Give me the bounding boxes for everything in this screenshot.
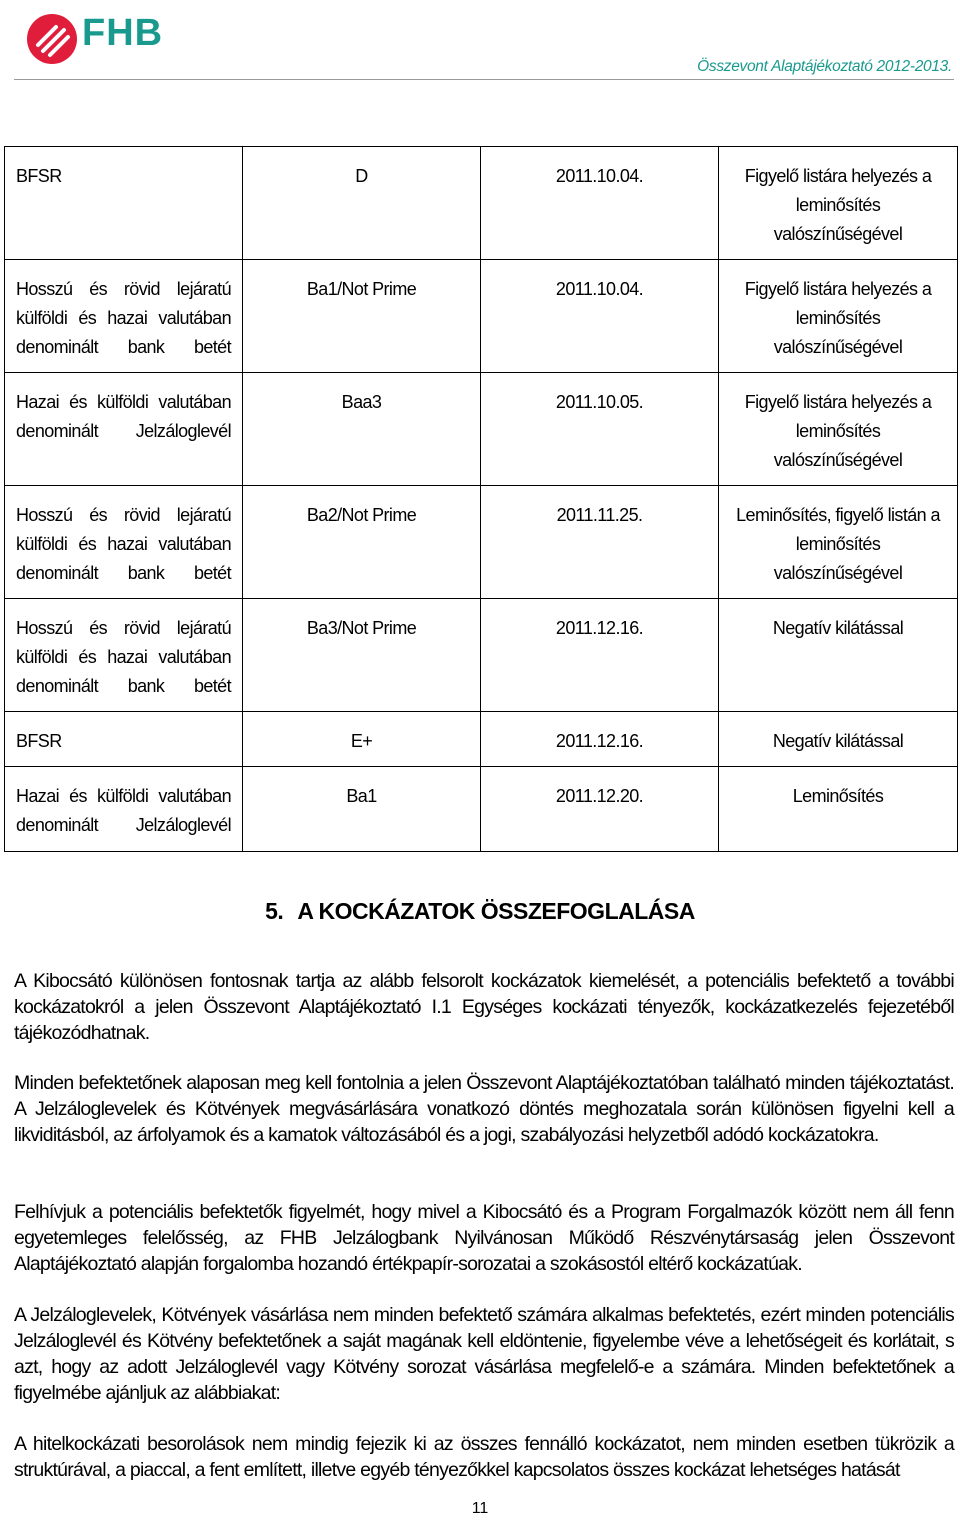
instrument-cell: Hosszú és rövid lejáratú külföldi és hazai valutában denominált bank betét: [5, 486, 243, 599]
date-cell: 2011.10.04.: [481, 147, 719, 260]
page-number: 11: [471, 1500, 489, 1517]
table-row: [5, 147, 958, 260]
date-cell: 2011.12.20.: [481, 767, 719, 852]
paragraph: A hitelkockázati besorolások nem mindig fejezik ki az összes fennálló kockázatot, nem minden esetben tükrözik a struktúrával, a piaccal, a fent említett, illetve egyéb tényezőkkel kapcsolatos összes kockázat lehetséges hatását: [14, 1433, 954, 1481]
rating-cell: Baa3: [243, 373, 481, 486]
section-number: 5.: [265, 898, 284, 924]
rating-cell: Ba1/Not Prime: [243, 260, 481, 373]
date-cell: 2011.10.05.: [481, 373, 719, 486]
ratings-table: [4, 146, 958, 852]
rating-cell: Ba1: [243, 767, 481, 852]
action-cell: Figyelő listára helyezés a leminősítés valószínűségével: [719, 373, 958, 486]
date-cell: 2011.12.16.: [481, 599, 719, 712]
date-cell: 2011.10.04.: [481, 260, 719, 373]
table-row: [5, 767, 958, 852]
logo-text: FHB: [82, 12, 164, 54]
date-cell: 2011.12.16.: [481, 712, 719, 767]
paragraph: A Jelzáloglevelek, Kötvények vásárlása nem minden befektető számára alkalmas befektetés, ezért minden potenciális Jelzáloglevél és Kötvény befektetőnek a saját magának kell eldöntenie, figyelembe véve a lehetőségeit és korlátait, s azt, hogy az adott Jelzáloglevél vagy Kötvény sorozat vásárlása megfelelő-e a számára. Minden befektetőnek a figyelmébe ajánljuk az alábbiakat:: [14, 1304, 954, 1404]
table-row: [5, 260, 958, 373]
rating-cell: Ba2/Not Prime: [243, 486, 481, 599]
instrument-cell: BFSR: [5, 147, 243, 260]
instrument-cell: Hazai és külföldi valutában denominált Jelzáloglevél: [5, 767, 243, 852]
action-cell: Leminősítés: [719, 767, 958, 852]
section-heading: [0, 898, 960, 925]
header-divider: [14, 79, 954, 80]
action-cell: Figyelő listára helyezés a leminősítés valószínűségével: [719, 260, 958, 373]
instrument-cell: BFSR: [5, 712, 243, 767]
page-header: [0, 0, 960, 80]
rating-cell: D: [243, 147, 481, 260]
action-cell: Leminősítés, figyelő listán a leminősítés valószínűségével: [719, 486, 958, 599]
action-cell: Figyelő listára helyezés a leminősítés valószínűségével: [719, 147, 958, 260]
rating-cell: E+: [243, 712, 481, 767]
paragraph: Felhívjuk a potenciális befektetők figyelmét, hogy mivel a Kibocsátó és a Program Forgalmazók között nem áll fenn egyetemleges felelősség, az FHB Jelzálogbank Nyilvánosan Működő Részvénytársaság jelen Összevont Alaptájékoztató alapján forgalomba hozandó értékpapír-sorozatai a szokásostól eltérő kockázatúak.: [14, 1201, 954, 1275]
rating-cell: Ba3/Not Prime: [243, 599, 481, 712]
instrument-cell: Hosszú és rövid lejáratú külföldi és hazai valutában denominált bank betét: [5, 260, 243, 373]
action-cell: Negatív kilátással: [719, 712, 958, 767]
instrument-cell: Hosszú és rövid lejáratú külföldi és hazai valutában denominált bank betét: [5, 599, 243, 712]
instrument-cell: Hazai és külföldi valutában denominált Jelzáloglevél: [5, 373, 243, 486]
paragraph: Minden befektetőnek alaposan meg kell fontolnia a jelen Összevont Alaptájékoztatóban található minden tájékoztatást. A Jelzáloglevelek és Kötvények megvásárlására vonatkozó döntés meghozatala során különösen figyelni kell a likviditásból, az árfolyamok és a kamatok változásából és a jogi, szabályozási helyzetből adódó kockázatokra.: [14, 1072, 954, 1146]
table-row: [5, 712, 958, 767]
paragraph: A Kibocsátó különösen fontosnak tartja az alább felsorolt kockázatok kiemelését, a potenciális befektető a további kockázatokról a jelen Összevont Alaptájékoztató I.1 Egységes kockázati tényezők, kockázatkezelés fejezetéből tájékozódhatnak.: [14, 970, 954, 1044]
table-row: [5, 599, 958, 712]
date-cell: 2011.11.25.: [481, 486, 719, 599]
document-title: Összevont Alaptájékoztató 2012-2013.: [697, 58, 952, 75]
section-title: A KOCKÁZATOK ÖSSZEFOGLALÁSA: [297, 898, 695, 924]
table-row: [5, 486, 958, 599]
action-cell: Negatív kilátással: [719, 599, 958, 712]
table-row: [5, 373, 958, 486]
